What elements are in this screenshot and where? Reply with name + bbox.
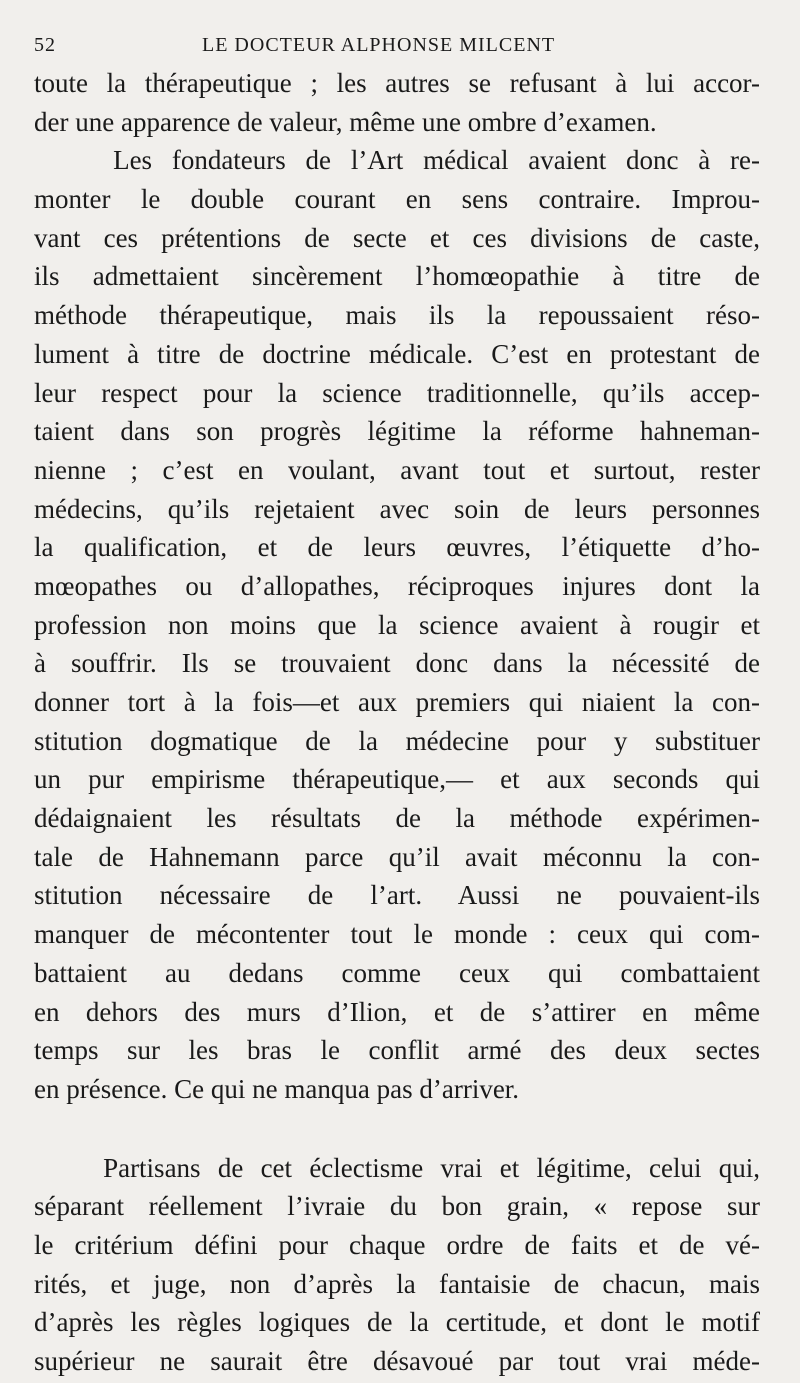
text-line: un pur empirisme thérapeutique,— et aux seconds qui xyxy=(34,764,760,795)
text-line: manquer de mécontenter tout le monde : ceux qui com- xyxy=(34,919,760,950)
text-line: lument à titre de doctrine médicale. C’est en protestant de xyxy=(34,338,760,369)
paragraph-3 xyxy=(34,1149,760,1381)
text-line: profession non moins que la science avaient à rougir et xyxy=(34,609,760,640)
text-line: en présence. Ce qui ne manqua pas d’arriver. xyxy=(34,1073,520,1104)
text-line: taient dans son progrès légitime la réforme hahneman- xyxy=(34,416,760,447)
running-title: LE DOCTEUR ALPHONSE MILCENT xyxy=(202,34,556,56)
text-line: dédaignaient les résultats de la méthode expérimen- xyxy=(34,803,760,834)
text-line: monter le double courant en sens contraire. Improu- xyxy=(34,184,760,215)
text-line: donner tort à la fois—et aux premiers qui niaient la con- xyxy=(34,687,760,717)
text-line: supérieur ne saurait être désavoué par tout vrai méde- xyxy=(34,1346,760,1376)
text-line: battaient au dedans comme ceux qui combattaient xyxy=(34,957,760,988)
paragraph-gap xyxy=(34,1109,760,1149)
text-line: rités, et juge, non d’après la fantaisie de chacun, mais xyxy=(34,1268,760,1299)
text-line: stitution nécessaire de l’art. Aussi ne pouvaient-ils xyxy=(34,880,760,911)
text-line: en dehors des murs d’Ilion, et de s’attirer en même xyxy=(34,996,760,1027)
text-line: tale de Hahnemann parce qu’il avait méconnu la con- xyxy=(34,841,760,872)
paragraph-1 xyxy=(34,64,760,141)
text-line: méthode thérapeutique, mais ils la repoussaient réso- xyxy=(34,300,760,331)
text-line: leur respect pour la science traditionnelle, qu’ils accep- xyxy=(34,377,760,408)
text-line: der une apparence de valeur, même une ombre d’examen. xyxy=(34,106,657,137)
text-line: médecins, qu’ils rejetaient avec soin de leurs personnes xyxy=(34,493,760,524)
text-line: toute la thérapeutique ; les autres se refusant à lui accor- xyxy=(34,68,760,98)
text-line: mœopathes ou d’allopathes, réciproques injures dont la xyxy=(34,570,760,601)
page-header xyxy=(34,24,760,64)
text-line: Les fondateurs de l’Art médical avaient donc à re- xyxy=(34,145,760,176)
page-number: 52 xyxy=(34,34,56,56)
text-line: vant ces prétentions de secte et ces divisions de caste, xyxy=(34,222,760,253)
text-line: temps sur les bras le conflit armé des deux sectes xyxy=(34,1035,760,1066)
text-line: le critérium défini pour chaque ordre de faits et de vé- xyxy=(34,1229,760,1260)
text-line: ils admettaient sincèrement l’homœopathie à titre de xyxy=(34,261,760,292)
text-line: nienne ; c’est en voulant, avant tout et surtout, rester xyxy=(34,454,760,485)
text-line: à souffrir. Ils se trouvaient donc dans la nécessité de xyxy=(34,648,760,679)
text-line: d’après les règles logiques de la certitude, et dont le motif xyxy=(34,1307,760,1338)
text-line: stitution dogmatique de la médecine pour y substituer xyxy=(34,725,760,756)
text-line: séparant réellement l’ivraie du bon grain, « repose sur xyxy=(34,1191,760,1222)
text-line: Partisans de cet éclectisme vrai et légitime, celui qui, xyxy=(34,1152,760,1183)
text-line: la qualification, et de leurs œuvres, l’étiquette d’ho- xyxy=(34,532,760,563)
paragraph-2 xyxy=(34,141,760,1108)
